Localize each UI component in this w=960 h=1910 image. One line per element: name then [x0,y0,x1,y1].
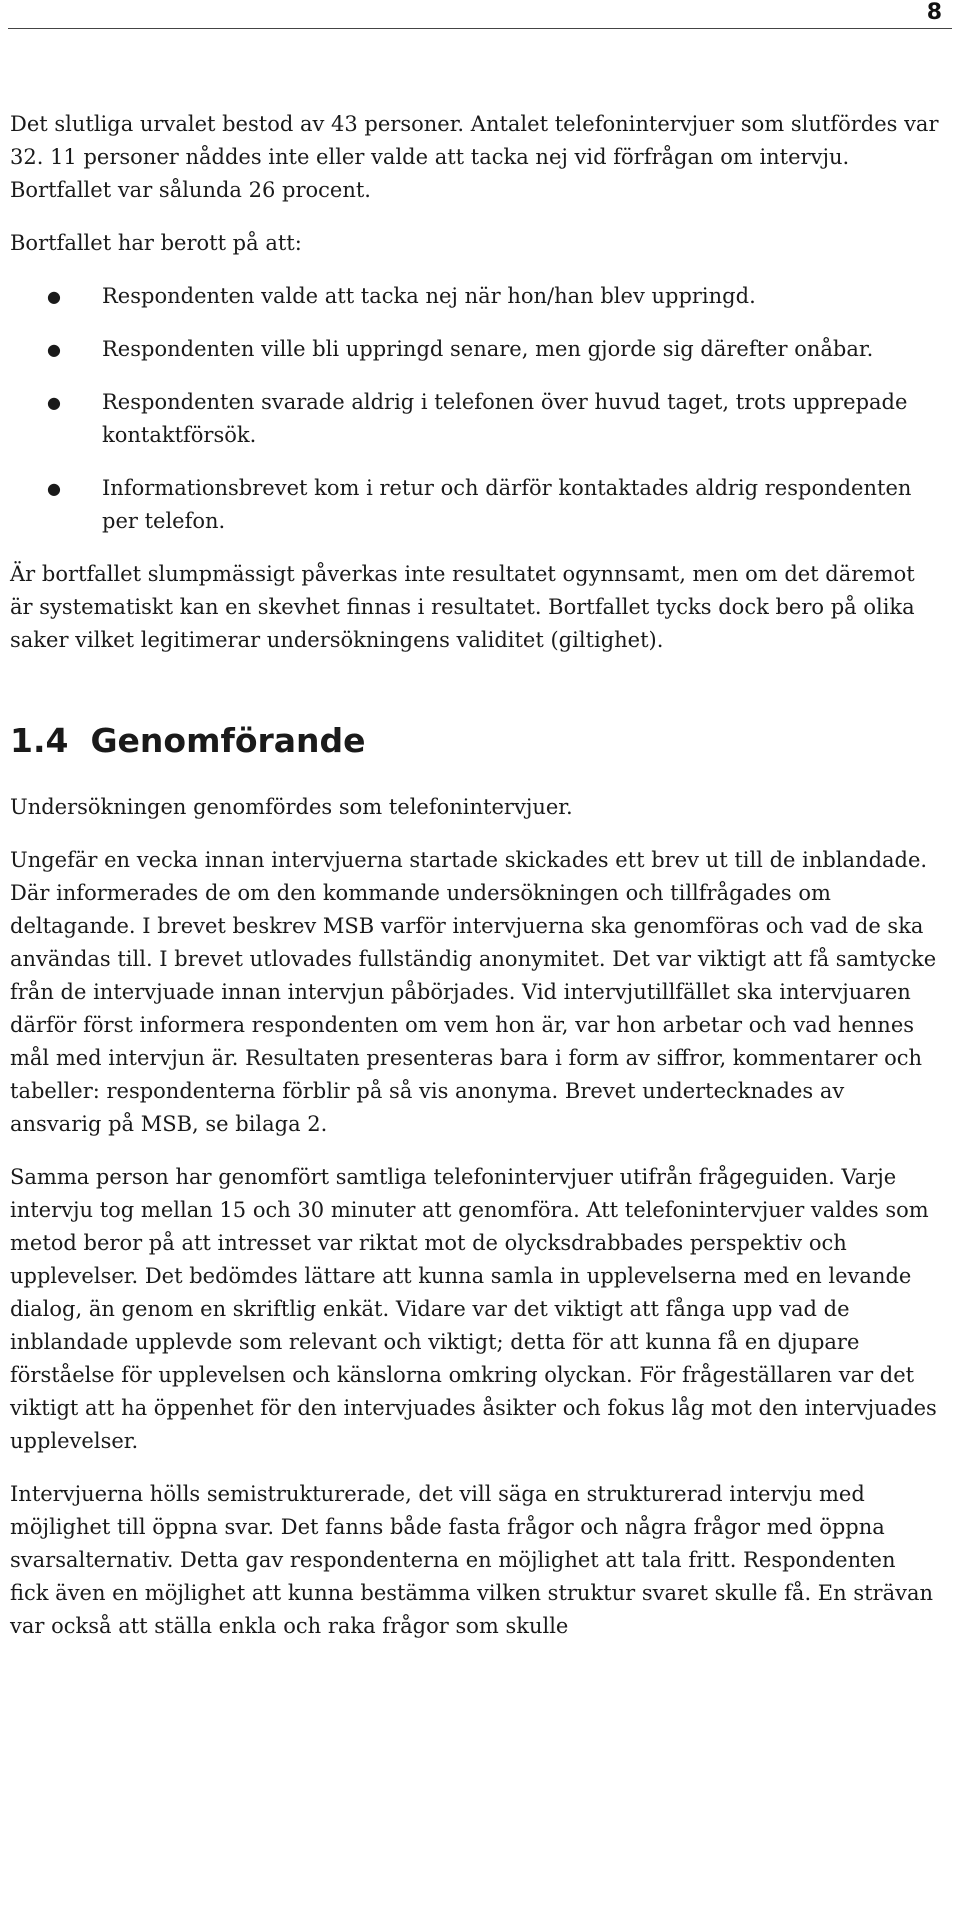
paragraph-method: Undersökningen genomfördes som telefonintervjuer. [10,795,573,819]
list-item-text: Respondenten valde att tacka nej när hon/han blev uppringd. [102,284,756,308]
bullet-icon: ● [47,479,61,498]
paragraph-semistructured: Intervjuerna hölls semistrukturerade, det vill säga en strukturerad intervju med möjlighet till öppna svar. Det fanns både fasta frågor och några frågor med öppna svarsalternativ. Detta gav respondenterna en möjlighet att tala fritt. Respondenten fick även en möjlighet att kunna bestämma vilken struktur svaret skulle få. En strävan var också att ställa enkla och raka frågor som skulle [10,1482,934,1638]
header-rule [8,28,952,29]
list-item [10,472,940,538]
list-item [10,280,940,313]
dropout-reasons-list [10,280,940,538]
list-item-text: Informationsbrevet kom i retur och därför kontaktades aldrig respondenten per telefon. [102,476,912,533]
page-content [10,108,940,1663]
list-item [10,333,940,366]
bullet-icon: ● [47,340,61,359]
paragraph-dropout-analysis: Är bortfallet slumpmässigt påverkas inte resultatet ogynnsamt, men om det däremot är systematiskt kan en skevhet finnas i resultatet. Bortfallet tycks dock bero på olika saker vilket legitimerar undersökningens validitet (giltighet). [10,562,915,652]
paragraph-letter: Ungefär en vecka innan intervjuerna startade skickades ett brev ut till de inblandade. Där informerades de om den kommande undersökningen och tillfrågades om deltagande. I brevet beskrev MSB varför intervjuerna ska genomföras och vad de ska användas till. I brevet utlovades fullständig anonymitet. Det var viktigt att få samtycke från de intervjuade innan intervjun påbörjades. Vid intervjutillfället ska intervjuaren därför först informera respondenten om vem hon är, var hon arbetar och vad hennes mål med intervjun är. Resultaten presenteras bara i form av siffror, kommentarer och tabeller: respondenterna förblir på så vis anonyma. Brevet undertecknades av ansvarig på MSB, se bilaga 2. [10,848,937,1136]
page-number: 8 [926,0,942,25]
list-item-text: Respondenten svarade aldrig i telefonen över huvud taget, trots upprepade kontaktförsök. [102,390,908,447]
list-item [10,386,940,452]
bullet-icon: ● [47,287,61,306]
bullet-icon: ● [47,393,61,412]
section-heading [10,721,940,761]
section-number: 1.4 [10,721,69,760]
section-title: Genomförande [90,721,366,760]
paragraph-interviews: Samma person har genomfört samtliga telefonintervjuer utifrån frågeguiden. Varje intervju tog mellan 15 och 30 minuter att genomföra. Att telefonintervjuer valdes som metod beror på att intresset var riktat mot de olycksdrabbades perspektiv och upplevelser. Det bedömdes lättare att kunna samla in upplevelserna med en levande dialog, än genom en skriftlig enkät. Vidare var det viktigt att fånga upp vad de inblandade upplevde som relevant och viktigt; detta för att kunna få en djupare förståelse för upplevelsen och känslorna omkring olyckan. För frågeställaren var det viktigt att ha öppenhet för den intervjuades åsikter och fokus låg mot den intervjuades upplevelser. [10,1165,937,1453]
list-item-text: Respondenten ville bli uppringd senare, men gjorde sig därefter onåbar. [102,337,874,361]
paragraph-dropout-intro: Bortfallet har berott på att: [10,231,302,255]
paragraph-sample-size: Det slutliga urvalet bestod av 43 personer. Antalet telefonintervjuer som slutfördes var 32. 11 personer nåddes inte eller valde att tacka nej vid förfrågan om intervju. Bortfallet var sålunda 26 procent. [10,112,939,202]
